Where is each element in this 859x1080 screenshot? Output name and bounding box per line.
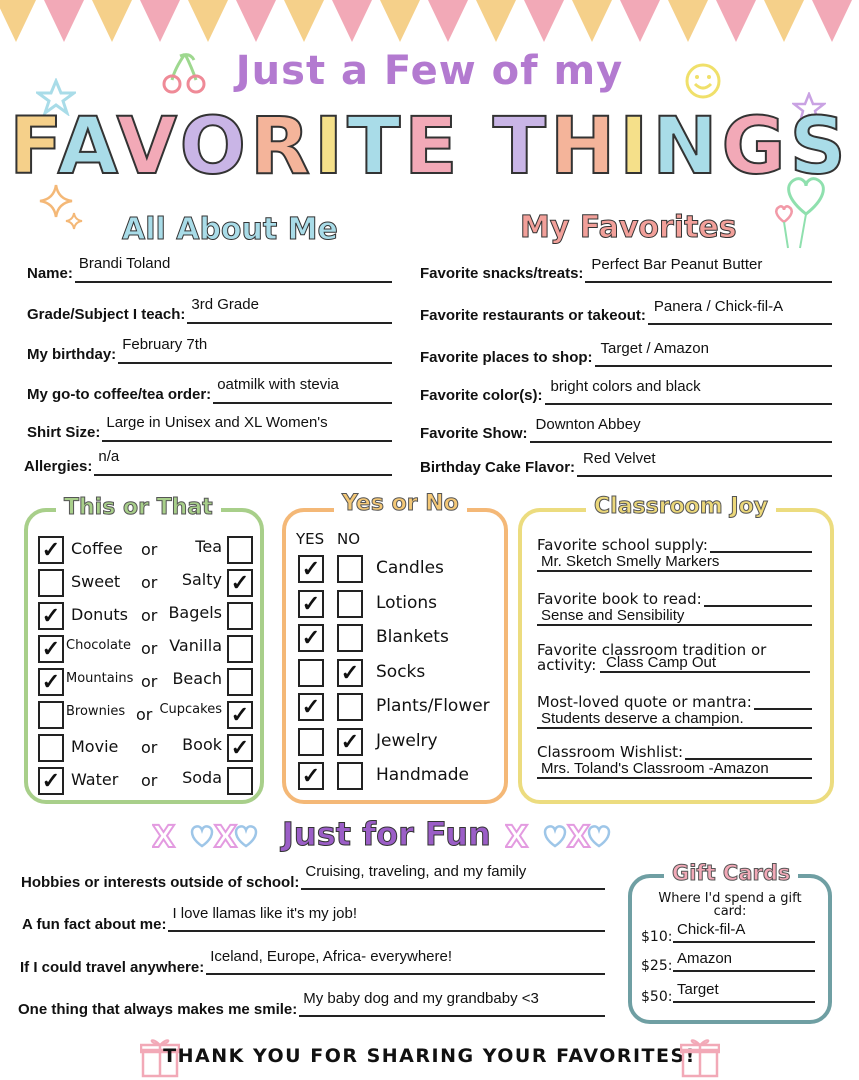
title-letter: G [721, 102, 790, 192]
no-checkbox[interactable] [337, 624, 363, 652]
bunting-flag [140, 0, 180, 42]
fun-field-line [301, 888, 605, 890]
title-letter: I [619, 102, 653, 192]
gift-card-value[interactable]: Amazon [677, 950, 733, 967]
yes-or-no-item: Handmade [376, 765, 469, 785]
favorite-field-line [545, 403, 832, 405]
this-or-that-left-option: Coffee [71, 539, 123, 558]
classroom-joy-label: Most-loved quote or mantra: [537, 693, 752, 711]
yes-or-no-title: Yes or No [334, 491, 467, 516]
svg-text:X: X [214, 820, 238, 854]
classroom-joy-value[interactable]: Mrs. Toland's Classroom -Amazon [541, 760, 769, 777]
favorite-field-label: Favorite restaurants or takeout: [420, 307, 646, 324]
about-field-value[interactable]: Brandi Toland [78, 255, 171, 272]
just-for-fun-heading: Just for Fun [282, 815, 491, 853]
favorite-field-line [577, 475, 832, 477]
title-letter: F [9, 102, 58, 192]
fun-field-value[interactable]: Cruising, traveling, and my family [305, 863, 527, 880]
this-or-that-or-word: or [141, 639, 158, 658]
about-field-value[interactable]: 3rd Grade [191, 296, 259, 313]
title-subheading: Just a Few of my [235, 48, 624, 94]
bunting-flag [524, 0, 564, 42]
fun-field-value[interactable]: My baby dog and my grandbaby <3 [303, 990, 539, 1007]
yes-or-no-box [282, 508, 508, 804]
this-or-that-right-checkbox[interactable] [227, 536, 253, 564]
this-or-that-or-word: or [141, 771, 158, 790]
about-field-line [94, 474, 392, 476]
this-or-that-right-option: Soda [182, 768, 222, 787]
yes-or-no-item: Jewelry [376, 730, 438, 751]
this-or-that-left-checkbox[interactable]: ✓ [38, 767, 64, 795]
this-or-that-left-checkbox[interactable] [38, 701, 64, 729]
classroom-joy-value[interactable]: Mr. Sketch Smelly Markers [541, 553, 720, 570]
yes-or-no-item: Blankets [376, 627, 449, 647]
gift-card-line [673, 1001, 815, 1003]
classroom-joy-line [600, 671, 810, 673]
bunting-flag [668, 0, 708, 42]
this-or-that-left-checkbox[interactable]: ✓ [38, 668, 64, 696]
this-or-that-right-checkbox[interactable]: ✓ [227, 569, 253, 597]
this-or-that-left-option: Mountains [66, 671, 134, 686]
favorite-field-label: Favorite places to shop: [420, 349, 593, 366]
this-or-that-left-option: Donuts [71, 605, 128, 624]
this-or-that-left-option: Brownies [66, 704, 126, 719]
bunting-flag [476, 0, 516, 42]
this-or-that-right-checkbox[interactable] [227, 767, 253, 795]
yes-checkbox[interactable]: ✓ [298, 624, 324, 652]
classroom-joy-line [754, 708, 812, 710]
yes-or-no-item: Socks [376, 661, 426, 682]
this-or-that-left-checkbox[interactable]: ✓ [38, 536, 64, 564]
no-checkbox[interactable] [337, 555, 363, 583]
classroom-joy-label-line2: activity: [537, 656, 597, 674]
fun-field-line [299, 1015, 605, 1017]
classroom-joy-title: Classroom Joy [586, 494, 776, 519]
gift-card-amount: $50: [641, 989, 673, 1005]
title-letter: A [57, 102, 117, 192]
about-field-value[interactable]: n/a [98, 448, 120, 465]
about-field-label: Name: [27, 265, 73, 282]
gift-box-right-icon [680, 1036, 720, 1078]
about-field-line [187, 322, 392, 324]
fun-field-line [168, 930, 605, 932]
bunting-flag [0, 0, 36, 42]
about-field-label: Grade/Subject I teach: [27, 306, 186, 323]
about-field-label: My birthday: [27, 346, 117, 363]
title-letter: N [652, 102, 722, 192]
classroom-joy-line [704, 605, 812, 607]
yes-checkbox[interactable] [298, 659, 324, 687]
favorite-field-label: Birthday Cake Flavor: [420, 459, 576, 476]
gift-cards-subtitle: Where I'd spend a gift card: [658, 891, 802, 919]
classroom-joy-label: Classroom Wishlist: [537, 743, 684, 761]
this-or-that-right-option: Beach [172, 669, 222, 688]
classroom-joy-value[interactable]: Students deserve a champion. [541, 710, 744, 727]
about-field-value[interactable]: February 7th [122, 336, 208, 353]
title-main [0, 102, 859, 192]
this-or-that-or-word: or [141, 738, 158, 757]
bunting-flag [764, 0, 804, 42]
favorite-field-value[interactable]: Perfect Bar Peanut Butter [591, 256, 763, 273]
about-me-heading: All About Me [122, 212, 338, 247]
this-or-that-left-checkbox[interactable] [38, 569, 64, 597]
about-field-line [75, 281, 392, 283]
classroom-joy-line [537, 624, 812, 626]
favorite-field-value[interactable]: Target / Amazon [600, 340, 709, 357]
svg-text:X: X [567, 820, 591, 854]
classroom-joy-line [537, 727, 812, 729]
no-checkbox[interactable] [337, 590, 363, 618]
no-checkbox[interactable]: ✓ [337, 659, 363, 687]
footer-thank-you: THANK YOU FOR SHARING YOUR FAVORITES! [163, 1045, 696, 1067]
gift-card-line [673, 941, 815, 943]
about-field-line [102, 440, 392, 442]
classroom-joy-line [537, 570, 812, 572]
favorite-field-line [648, 323, 832, 325]
title-letter: T [492, 102, 550, 192]
favorite-field-line [530, 441, 832, 443]
this-or-that-or-word: or [141, 606, 158, 625]
this-or-that-right-checkbox[interactable] [227, 668, 253, 696]
yes-checkbox[interactable]: ✓ [298, 590, 324, 618]
yes-checkbox[interactable]: ✓ [298, 555, 324, 583]
gift-card-value[interactable]: Chick-fil-A [677, 921, 746, 938]
fun-field-label: A fun fact about me: [22, 916, 167, 933]
svg-text:X: X [505, 820, 529, 854]
favorite-field-value[interactable]: Panera / Chick-fil-A [653, 298, 784, 315]
classroom-joy-line [710, 551, 812, 553]
about-field-line [213, 402, 392, 404]
fun-field-label: If I could travel anywhere: [20, 959, 205, 976]
yes-column-label: YES [296, 530, 325, 548]
classroom-joy-value[interactable]: Sense and Sensibility [541, 607, 685, 624]
this-or-that-left-option: Chocolate [66, 638, 132, 653]
yes-or-no-item: Candles [376, 558, 444, 578]
no-checkbox[interactable] [337, 762, 363, 790]
about-field-value[interactable]: oatmilk with stevia [217, 376, 339, 393]
this-or-that-or-word: or [141, 672, 158, 691]
gift-card-amount: $10: [641, 929, 673, 945]
yes-checkbox[interactable] [298, 728, 324, 756]
bunting-flag [236, 0, 276, 42]
this-or-that-left-option: Water [71, 770, 119, 789]
classroom-joy-value[interactable]: Class Camp Out [606, 654, 717, 671]
gift-card-value[interactable]: Target [677, 981, 719, 998]
favorite-field-value[interactable]: Downton Abbey [535, 416, 641, 433]
favorite-field-line [585, 281, 832, 283]
bunting-flag [284, 0, 324, 42]
bunting-decoration [0, 0, 859, 45]
no-checkbox[interactable]: ✓ [337, 728, 363, 756]
xoxo-right-decoration [505, 820, 617, 854]
gift-card-amount: $25: [641, 958, 673, 974]
title-letter: H [549, 102, 620, 192]
this-or-that-or-word: or [141, 540, 158, 559]
this-or-that-right-option: Book [182, 735, 222, 754]
title-letter: R [249, 102, 315, 192]
this-or-that-right-option: Vanilla [169, 636, 222, 655]
bunting-flag [188, 0, 228, 42]
svg-text:X: X [152, 820, 176, 854]
this-or-that-right-option: Bagels [168, 603, 222, 622]
favorite-field-value[interactable]: bright colors and black [550, 378, 701, 395]
bunting-flag [380, 0, 420, 42]
bunting-flag [812, 0, 852, 42]
fun-field-value[interactable]: Iceland, Europe, Africa- everywhere! [210, 948, 453, 965]
fun-field-label: Hobbies or interests outside of school: [21, 874, 300, 891]
classroom-joy-label: Favorite school supply: [537, 536, 708, 554]
yes-or-no-item: Plants/Flower [376, 696, 490, 716]
bunting-flag [332, 0, 372, 42]
this-or-that-right-option: Cupcakes [159, 702, 222, 717]
favorite-field-label: Favorite color(s): [420, 387, 543, 404]
this-or-that-left-option: Movie [71, 737, 119, 756]
yes-checkbox[interactable]: ✓ [298, 762, 324, 790]
title-letter: T [347, 102, 405, 192]
about-field-label: Allergies: [24, 458, 93, 475]
this-or-that-right-checkbox[interactable]: ✓ [227, 734, 253, 762]
about-field-label: My go-to coffee/tea order: [27, 386, 212, 403]
this-or-that-or-word: or [136, 705, 153, 724]
bunting-flag [428, 0, 468, 42]
about-field-value[interactable]: Large in Unisex and XL Women's [106, 414, 328, 431]
xoxo-left-decoration [152, 820, 264, 854]
classroom-joy-label: Favorite book to read: [537, 590, 702, 608]
bunting-flag [92, 0, 132, 42]
bunting-flag [44, 0, 84, 42]
bunting-flag [620, 0, 660, 42]
yes-or-no-item: Lotions [376, 592, 437, 613]
this-or-that-left-checkbox[interactable]: ✓ [38, 602, 64, 630]
favorite-field-label: Favorite snacks/treats: [420, 265, 584, 282]
this-or-that-left-checkbox[interactable]: ✓ [38, 635, 64, 663]
no-column-label: NO [337, 530, 361, 548]
this-or-that-right-option: Salty [181, 570, 222, 589]
favorite-field-value[interactable]: Red Velvet [583, 450, 656, 467]
classroom-joy-label: Favorite classroom tradition or [537, 641, 767, 659]
fun-field-value[interactable]: I love llamas like it's my job! [172, 905, 358, 922]
bunting-flag [572, 0, 612, 42]
bunting-flag [716, 0, 756, 42]
my-favorites-heading: My Favorites [520, 210, 737, 245]
title-letter: I [314, 102, 348, 192]
about-field-line [118, 362, 392, 364]
title-letter: O [179, 102, 250, 192]
this-or-that-right-checkbox[interactable] [227, 602, 253, 630]
this-or-that-or-word: or [141, 573, 158, 592]
this-or-that-title: This or That [56, 495, 221, 520]
this-or-that-right-checkbox[interactable] [227, 635, 253, 663]
this-or-that-right-option: Tea [195, 537, 222, 556]
this-or-that-left-option: Sweet [71, 572, 121, 591]
yes-checkbox[interactable]: ✓ [298, 693, 324, 721]
about-field-label: Shirt Size: [27, 424, 101, 441]
favorite-field-line [595, 365, 832, 367]
favorite-field-label: Favorite Show: [420, 425, 528, 442]
classroom-joy-line [537, 777, 812, 779]
title-letter: V [116, 102, 180, 192]
gift-card-line [673, 970, 815, 972]
no-checkbox[interactable] [337, 693, 363, 721]
fun-field-label: One thing that always makes me smile: [18, 1001, 298, 1018]
title-letter [462, 102, 493, 192]
title-letter: S [789, 102, 850, 192]
title-letter: E [404, 102, 462, 192]
fun-field-line [206, 973, 605, 975]
this-or-that-right-checkbox[interactable]: ✓ [227, 701, 253, 729]
this-or-that-left-checkbox[interactable] [38, 734, 64, 762]
gift-cards-title: Gift Cards [664, 861, 798, 885]
